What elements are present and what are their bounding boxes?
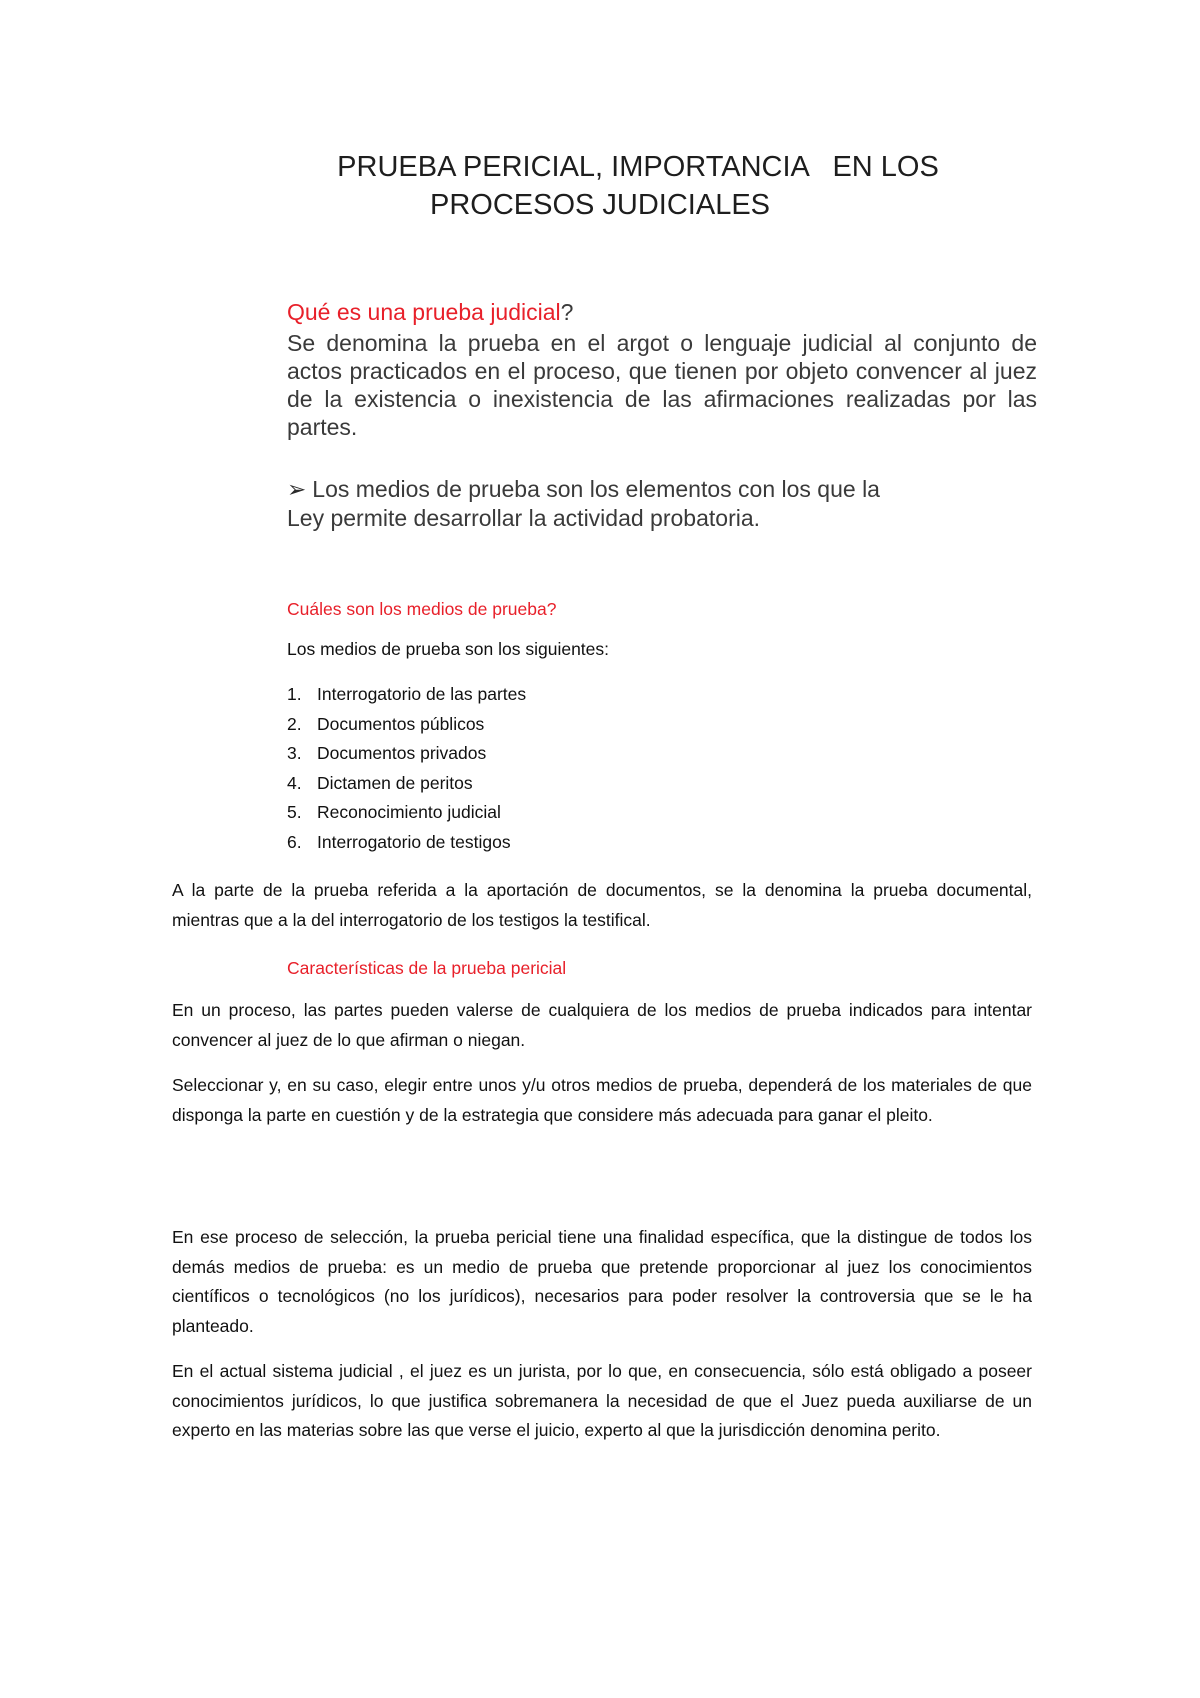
list-item [287, 828, 526, 858]
definition-paragraph: Se denomina la prueba en el argot o lenguaje judicial al conjunto de actos practicados en el proceso, que tienen por objeto convencer al juez de la existencia o inexistencia de las afirmaciones realizadas por las partes. [287, 330, 1037, 440]
paragraph-expert-purpose: En ese proceso de selección, la prueba pericial tiene una finalidad específica, que la distingue de todos los demás medios de prueba: es un medio de prueba que pretende proporcionar al juez los conocimientos científicos o tecnológicos (no los jurídicos), necesarios para poder resolver la controversia que se le ha planteado. [172, 1227, 1032, 1336]
arrow-bullet-line-1 [287, 475, 1037, 504]
documentary-proof-paragraph: A la parte de la prueba referida a la aportación de documentos, se la denomina la prueba documental, mientras que a la del interrogatorio de los testigos la testifical. [172, 880, 1032, 930]
means-of-proof-list [287, 680, 526, 857]
list-item-text: Reconocimiento judicial [317, 802, 501, 822]
list-item-number: 3. [287, 743, 302, 763]
section-heading-means-of-proof: Cuáles son los medios de prueba? [287, 599, 557, 619]
list-item-number: 1. [287, 684, 302, 704]
heading-red-text: Qué es una prueba judicial [287, 299, 561, 325]
arrow-bullet-item [287, 475, 1037, 533]
list-item-text: Documentos públicos [317, 713, 485, 734]
paragraph-judge-jurist: En el actual sistema judicial , el juez es un jurista, por lo que, en consecuencia, sólo está obligado a poseer conocimientos jurídicos, lo que justifica sobremanera la necesidad de que el Juez pueda auxiliarse de un experto en las materias sobre las que verse el juicio, experto al que la jurisdicción denomina perito. [172, 1361, 1032, 1440]
section-what-is-judicial-proof [287, 297, 1037, 533]
paragraph-selection: Seleccionar y, en su caso, elegir entre unos y/u otros medios de prueba, dependerá de los materiales de que disponga la parte en cuestión y de la estrategia que considere más adecuada para ganar el pleito. [172, 1075, 1032, 1125]
section-heading-what-is-proof [287, 297, 1037, 327]
means-intro-text: Los medios de prueba son los siguientes: [287, 639, 610, 659]
list-item-text: Interrogatorio de las partes [317, 684, 527, 704]
heading-question-mark: ? [560, 299, 574, 325]
bullet-text-2: Ley permite desarrollar la actividad probatoria. [287, 505, 761, 531]
list-item [287, 680, 526, 710]
list-item-text: Documentos privados [317, 743, 487, 763]
title-line-2: PROCESOS JUDICIALES [429, 189, 771, 221]
list-item [287, 769, 526, 799]
list-item-text: Dictamen de peritos [317, 772, 473, 793]
bullet-text-1: Los medios de prueba son los elementos con los que la [312, 476, 880, 502]
arrow-bullet-icon: ➢ [287, 476, 307, 502]
list-item [287, 798, 526, 828]
list-item-number: 5. [287, 802, 302, 822]
list-item-number: 6. [287, 831, 302, 852]
paragraph-process: En un proceso, las partes pueden valerse de cualquiera de los medios de prueba indicados para intentar convencer al juez de lo que afirman o niegan. [172, 1000, 1032, 1050]
list-item-text: Interrogatorio de testigos [317, 831, 511, 852]
section-heading-characteristics: Características de la prueba pericial [287, 958, 567, 978]
list-item [287, 710, 526, 740]
list-item-number: 2. [287, 713, 302, 734]
title-line-1: PRUEBA PERICIAL, IMPORTANCIA EN LOS [337, 151, 939, 183]
list-item-number: 4. [287, 772, 302, 793]
list-item [287, 739, 526, 769]
document-title [200, 148, 1000, 224]
